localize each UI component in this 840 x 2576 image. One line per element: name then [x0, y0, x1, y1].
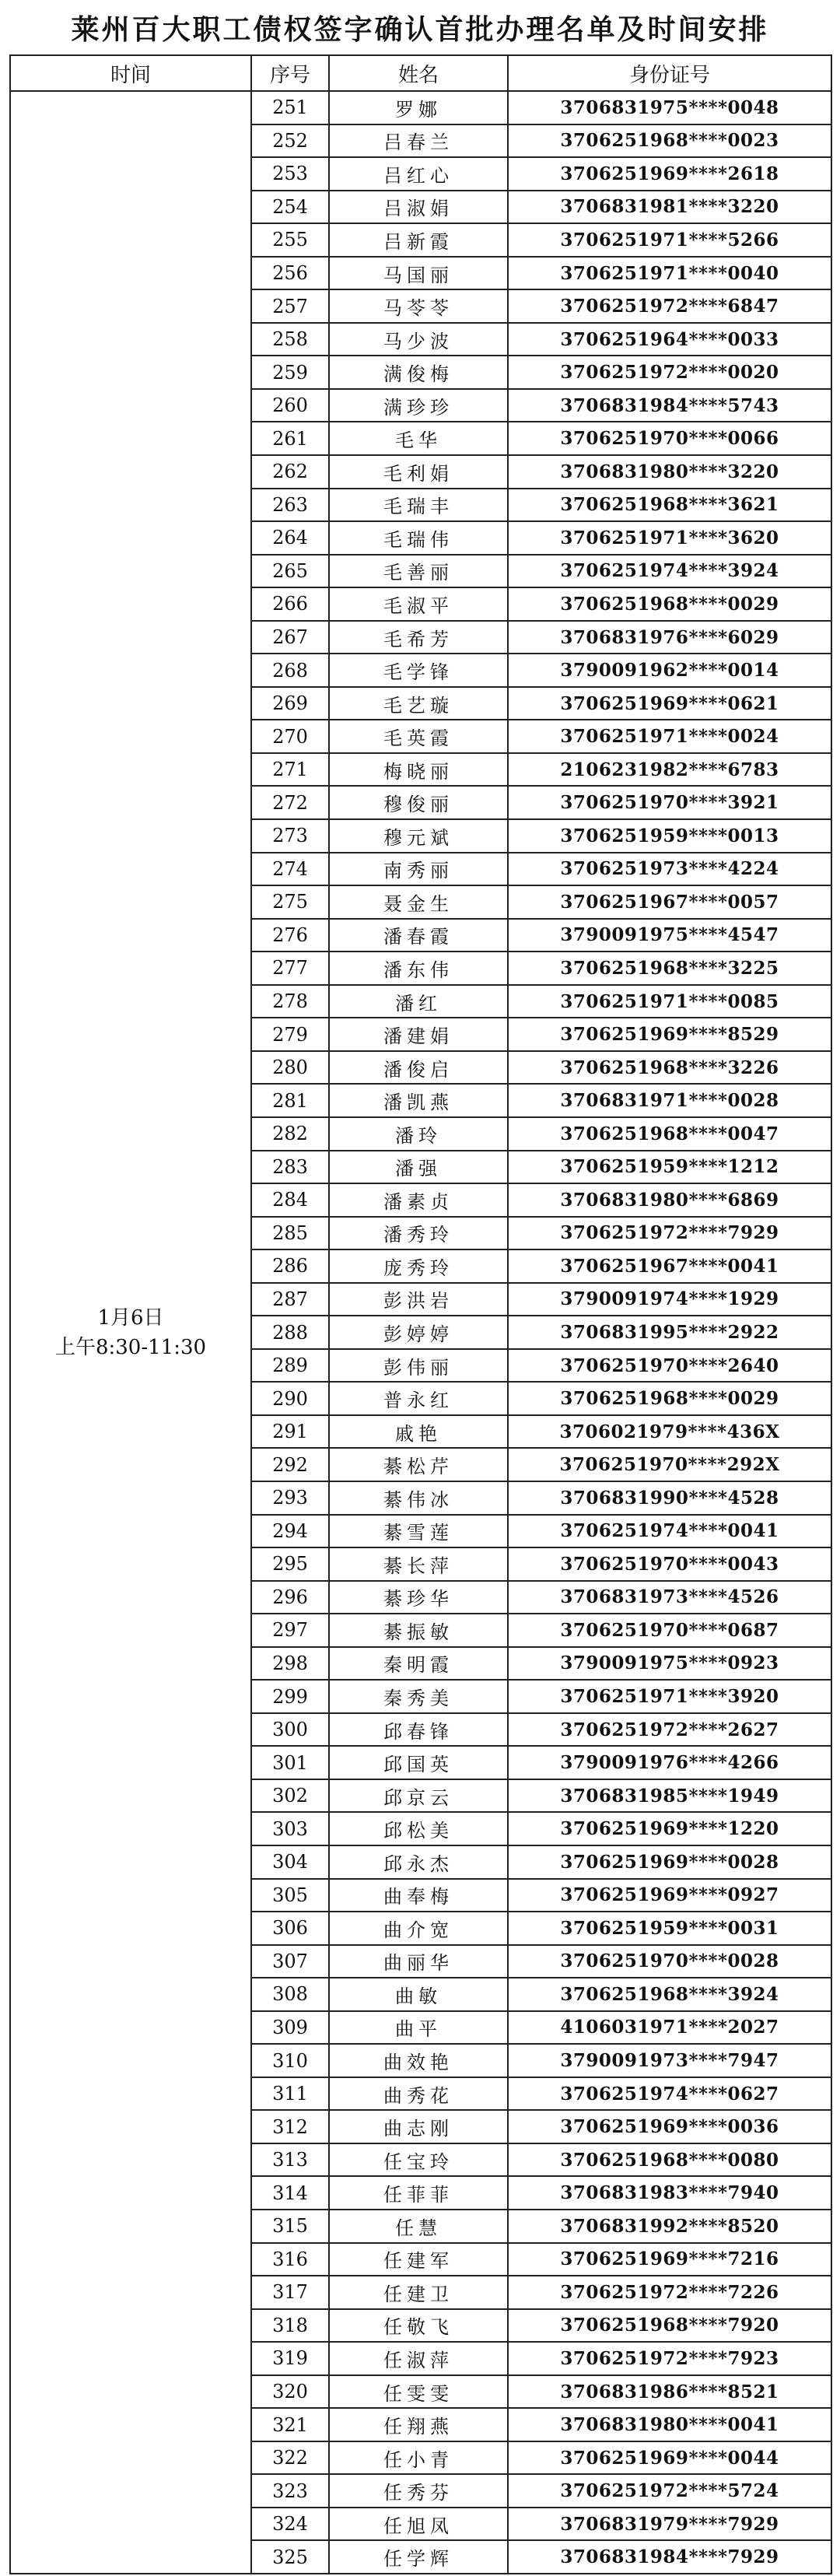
name-cell: 马国丽: [329, 257, 508, 290]
name-cell: 毛学锋: [329, 654, 508, 687]
name-cell: 潘凯燕: [329, 1084, 508, 1117]
name-cell: 毛瑞丰: [329, 489, 508, 522]
id-cell: 3706251974****3924: [508, 555, 831, 588]
id-cell: 3706831971****0028: [508, 1084, 831, 1117]
id-cell: 3706251959****0031: [508, 1912, 831, 1945]
id-cell: 3706251968****0029: [508, 587, 831, 621]
id-cell: 3706251964****0033: [508, 323, 831, 356]
name-cell: 毛希芳: [329, 621, 508, 654]
name-cell: 毛华: [329, 422, 508, 455]
seq-cell: 256: [251, 257, 329, 290]
name-cell: 吕红心: [329, 157, 508, 191]
name-cell: 邱永杰: [329, 1845, 508, 1879]
name-cell: 穆元斌: [329, 819, 508, 853]
id-cell: 3706251969****7216: [508, 2243, 831, 2276]
seq-cell: 291: [251, 1415, 329, 1449]
id-cell: 3790091962****0014: [508, 654, 831, 687]
seq-cell: 306: [251, 1912, 329, 1945]
seq-cell: 271: [251, 753, 329, 787]
name-cell: 满俊梅: [329, 356, 508, 389]
id-cell: 3706831980****0041: [508, 2408, 831, 2441]
name-cell: 綦长萍: [329, 1547, 508, 1581]
seq-cell: 290: [251, 1382, 329, 1415]
id-cell: 3790091975****0923: [508, 1647, 831, 1681]
name-cell: 毛英霞: [329, 720, 508, 753]
id-cell: 3706251967****0041: [508, 1249, 831, 1283]
name-cell: 彭伟丽: [329, 1349, 508, 1383]
name-cell: 任小青: [329, 2441, 508, 2475]
name-cell: 潘强: [329, 1151, 508, 1184]
name-cell: 綦雪莲: [329, 1515, 508, 1548]
seq-cell: 253: [251, 157, 329, 191]
session-period: 上午8:30-11:30: [54, 1335, 207, 1359]
name-cell: 穆俊丽: [329, 786, 508, 819]
id-cell: 3706831984****5743: [508, 389, 831, 422]
header-time: 时间: [10, 55, 251, 91]
seq-cell: 313: [251, 2143, 329, 2177]
name-cell: 满珍珍: [329, 389, 508, 422]
id-cell: 3706251968****3226: [508, 1051, 831, 1085]
name-cell: 秦秀美: [329, 1680, 508, 1713]
id-cell: 3706251969****0927: [508, 1879, 831, 1912]
name-cell: 任淑萍: [329, 2342, 508, 2375]
seq-cell: 320: [251, 2375, 329, 2409]
id-cell: 3706251968****0029: [508, 1382, 831, 1415]
seq-cell: 258: [251, 323, 329, 356]
seq-cell: 310: [251, 2044, 329, 2077]
name-cell: 秦明霞: [329, 1647, 508, 1681]
seq-cell: 316: [251, 2243, 329, 2276]
name-cell: 普永红: [329, 1382, 508, 1415]
seq-cell: 268: [251, 654, 329, 687]
seq-cell: 309: [251, 2011, 329, 2045]
name-cell: 彭洪岩: [329, 1283, 508, 1316]
seq-cell: 303: [251, 1812, 329, 1845]
seq-cell: 301: [251, 1746, 329, 1779]
seq-cell: 305: [251, 1879, 329, 1912]
id-cell: 3706251973****4224: [508, 853, 831, 886]
name-cell: 潘红: [329, 985, 508, 1018]
name-cell: 吕春兰: [329, 124, 508, 158]
name-cell: 邱国英: [329, 1746, 508, 1779]
id-cell: 3706251969****8529: [508, 1018, 831, 1051]
seq-cell: 261: [251, 422, 329, 455]
name-cell: 曲秀花: [329, 2077, 508, 2111]
seq-cell: 302: [251, 1779, 329, 1813]
id-cell: 3706251972****6847: [508, 289, 831, 323]
session-time-cell: [10, 91, 251, 2574]
id-cell: 3706251968****0047: [508, 1117, 831, 1151]
page-title: 莱州百大职工债权签字确认首批办理名单及时间安排: [71, 12, 769, 46]
seq-cell: 311: [251, 2077, 329, 2111]
seq-cell: 300: [251, 1713, 329, 1747]
seq-cell: 323: [251, 2474, 329, 2508]
seq-cell: 299: [251, 1680, 329, 1713]
id-cell: 3706251969****0621: [508, 687, 831, 720]
id-cell: 3706831992****8520: [508, 2210, 831, 2243]
seq-cell: 276: [251, 919, 329, 952]
id-cell: 3706251974****0627: [508, 2077, 831, 2111]
id-cell: 3706831984****7929: [508, 2540, 831, 2574]
name-cell: 曲敏: [329, 1978, 508, 2011]
seq-cell: 319: [251, 2342, 329, 2375]
name-cell: 任旭凤: [329, 2508, 508, 2541]
name-cell: 曲志刚: [329, 2110, 508, 2143]
seq-cell: 287: [251, 1283, 329, 1316]
id-cell: 3706251968****3621: [508, 489, 831, 522]
id-cell: 3706251968****7920: [508, 2309, 831, 2343]
name-cell: 马苓苓: [329, 289, 508, 323]
id-cell: 3706831979****7929: [508, 2508, 831, 2541]
id-cell: 3706251968****0023: [508, 124, 831, 158]
seq-cell: 294: [251, 1515, 329, 1548]
name-cell: 綦伟冰: [329, 1481, 508, 1515]
seq-cell: 266: [251, 587, 329, 621]
seq-cell: 252: [251, 124, 329, 158]
seq-cell: 283: [251, 1151, 329, 1184]
id-cell: 3706831980****6869: [508, 1183, 831, 1217]
seq-cell: 304: [251, 1845, 329, 1879]
seq-cell: 267: [251, 621, 329, 654]
id-cell: 3706251970****0043: [508, 1547, 831, 1581]
id-cell: 3706251972****7929: [508, 1217, 831, 1250]
seq-cell: 272: [251, 786, 329, 819]
name-cell: 任敬飞: [329, 2309, 508, 2343]
seq-cell: 280: [251, 1051, 329, 1085]
seq-cell: 282: [251, 1117, 329, 1151]
name-cell: 任学辉: [329, 2540, 508, 2574]
id-cell: 3706831973****4526: [508, 1581, 831, 1614]
seq-cell: 251: [251, 91, 329, 124]
seq-cell: 286: [251, 1249, 329, 1283]
seq-cell: 292: [251, 1448, 329, 1481]
seq-cell: 296: [251, 1581, 329, 1614]
id-cell: 3706251972****0020: [508, 356, 831, 389]
seq-cell: 274: [251, 853, 329, 886]
seq-cell: 275: [251, 885, 329, 919]
id-cell: 3790091976****4266: [508, 1746, 831, 1779]
id-cell: 2106231982****6783: [508, 753, 831, 787]
id-cell: 3706251969****1220: [508, 1812, 831, 1845]
id-cell: 3706251959****0013: [508, 819, 831, 853]
name-cell: 戚艳: [329, 1415, 508, 1449]
name-cell: 毛善丽: [329, 555, 508, 588]
id-cell: 3706251967****0057: [508, 885, 831, 919]
id-cell: 3706251968****3225: [508, 952, 831, 985]
id-cell: 3706251969****0036: [508, 2110, 831, 2143]
seq-cell: 262: [251, 455, 329, 489]
name-cell: 綦振敏: [329, 1614, 508, 1647]
seq-cell: 324: [251, 2508, 329, 2541]
name-cell: 任建卫: [329, 2276, 508, 2309]
id-cell: 3706831985****1949: [508, 1779, 831, 1813]
seq-cell: 289: [251, 1349, 329, 1383]
seq-cell: 259: [251, 356, 329, 389]
id-cell: 3706251971****0040: [508, 257, 831, 290]
name-cell: 曲丽华: [329, 1945, 508, 1978]
seq-cell: 307: [251, 1945, 329, 1978]
seq-cell: 312: [251, 2110, 329, 2143]
seq-cell: 288: [251, 1316, 329, 1349]
session-date: 1月6日: [97, 1306, 164, 1330]
name-cell: 毛淑平: [329, 587, 508, 621]
name-cell: 南秀丽: [329, 853, 508, 886]
id-cell: 3706831990****4528: [508, 1481, 831, 1515]
name-cell: 彭婷婷: [329, 1316, 508, 1349]
id-cell: 3706251970****2640: [508, 1349, 831, 1383]
seq-cell: 285: [251, 1217, 329, 1250]
seq-cell: 325: [251, 2540, 329, 2574]
name-cell: 邱春锋: [329, 1713, 508, 1747]
name-cell: 任建军: [329, 2243, 508, 2276]
id-cell: 3706251971****0024: [508, 720, 831, 753]
seq-cell: 293: [251, 1481, 329, 1515]
header-id: 身份证号: [508, 55, 831, 91]
name-cell: 毛瑞伟: [329, 521, 508, 555]
seq-cell: 315: [251, 2210, 329, 2243]
name-cell: 任秀芬: [329, 2474, 508, 2508]
name-cell: 庞秀玲: [329, 1249, 508, 1283]
name-cell: 任翔燕: [329, 2408, 508, 2441]
id-cell: 3706251971****5266: [508, 223, 831, 257]
id-cell: 3706251970****0028: [508, 1945, 831, 1978]
seq-cell: 277: [251, 952, 329, 985]
name-cell: 綦珍华: [329, 1581, 508, 1614]
id-cell: 3706251970****0687: [508, 1614, 831, 1647]
seq-cell: 269: [251, 687, 329, 720]
id-cell: 3706251972****7923: [508, 2342, 831, 2375]
id-cell: 3706251972****5724: [508, 2474, 831, 2508]
seq-cell: 255: [251, 223, 329, 257]
seq-cell: 321: [251, 2408, 329, 2441]
name-cell: 任雯雯: [329, 2375, 508, 2409]
id-cell: 3790091975****4547: [508, 919, 831, 952]
name-cell: 马少波: [329, 323, 508, 356]
name-cell: 潘素贞: [329, 1183, 508, 1217]
name-cell: 曲效艳: [329, 2044, 508, 2077]
seq-cell: 317: [251, 2276, 329, 2309]
table-body: [10, 91, 831, 2574]
id-cell: 3706251970****292X: [508, 1448, 831, 1481]
id-cell: 3706251968****3924: [508, 1978, 831, 2011]
name-cell: 潘东伟: [329, 952, 508, 985]
registration-table: [9, 54, 832, 2574]
seq-cell: 308: [251, 1978, 329, 2011]
id-cell: 3706831975****0048: [508, 91, 831, 124]
id-cell: 3706251969****0044: [508, 2441, 831, 2475]
name-cell: 曲奉梅: [329, 1879, 508, 1912]
name-cell: 曲平: [329, 2011, 508, 2045]
seq-cell: 254: [251, 191, 329, 224]
name-cell: 潘俊启: [329, 1051, 508, 1085]
table-header-row: [10, 55, 831, 91]
id-cell: 3790091974****1929: [508, 1283, 831, 1316]
id-cell: 3706251971****3620: [508, 521, 831, 555]
seq-cell: 281: [251, 1084, 329, 1117]
seq-cell: 278: [251, 985, 329, 1018]
seq-cell: 318: [251, 2309, 329, 2343]
seq-cell: 265: [251, 555, 329, 588]
name-cell: 潘秀玲: [329, 1217, 508, 1250]
header-seq: 序号: [251, 55, 329, 91]
name-cell: 任慧: [329, 2210, 508, 2243]
seq-cell: 273: [251, 819, 329, 853]
name-cell: 毛利娟: [329, 455, 508, 489]
name-cell: 潘建娟: [329, 1018, 508, 1051]
id-cell: 3706251970****3921: [508, 786, 831, 819]
name-cell: 邱松美: [329, 1812, 508, 1845]
seq-cell: 284: [251, 1183, 329, 1217]
name-cell: 吕新霞: [329, 223, 508, 257]
id-cell: 3706251969****0028: [508, 1845, 831, 1879]
seq-cell: 260: [251, 389, 329, 422]
name-cell: 潘春霞: [329, 919, 508, 952]
seq-cell: 257: [251, 289, 329, 323]
id-cell: 3706251972****7226: [508, 2276, 831, 2309]
name-cell: 綦松芹: [329, 1448, 508, 1481]
name-cell: 潘玲: [329, 1117, 508, 1151]
seq-cell: 314: [251, 2176, 329, 2210]
seq-cell: 270: [251, 720, 329, 753]
seq-cell: 297: [251, 1614, 329, 1647]
id-cell: 3706251968****0080: [508, 2143, 831, 2177]
id-cell: 3706831986****8521: [508, 2375, 831, 2409]
name-cell: 吕淑娟: [329, 191, 508, 224]
id-cell: 3706251959****1212: [508, 1151, 831, 1184]
name-cell: 聂金生: [329, 885, 508, 919]
seq-cell: 263: [251, 489, 329, 522]
seq-cell: 322: [251, 2441, 329, 2475]
id-cell: 3706251972****2627: [508, 1713, 831, 1747]
id-cell: 3706831995****2922: [508, 1316, 831, 1349]
header-name: 姓名: [329, 55, 508, 91]
name-cell: 梅晓丽: [329, 753, 508, 787]
name-cell: 任宝玲: [329, 2143, 508, 2177]
name-cell: 任菲菲: [329, 2176, 508, 2210]
name-cell: 罗娜: [329, 91, 508, 124]
name-cell: 邱京云: [329, 1779, 508, 1813]
id-cell: 3706831976****6029: [508, 621, 831, 654]
id-cell: 3706831983****7940: [508, 2176, 831, 2210]
id-cell: 3706831981****3220: [508, 191, 831, 224]
id-cell: 3706021979****436X: [508, 1415, 831, 1449]
id-cell: 3706251974****0041: [508, 1515, 831, 1548]
id-cell: 3706251971****3920: [508, 1680, 831, 1713]
id-cell: 3706251969****2618: [508, 157, 831, 191]
id-cell: 3790091973****7947: [508, 2044, 831, 2077]
seq-cell: 279: [251, 1018, 329, 1051]
id-cell: 4106031971****2027: [508, 2011, 831, 2045]
id-cell: 3706251970****0066: [508, 422, 831, 455]
name-cell: 曲介宽: [329, 1912, 508, 1945]
id-cell: 3706831980****3220: [508, 455, 831, 489]
name-cell: 毛艺璇: [329, 687, 508, 720]
id-cell: 3706251971****0085: [508, 985, 831, 1018]
seq-cell: 295: [251, 1547, 329, 1581]
seq-cell: 298: [251, 1647, 329, 1681]
seq-cell: 264: [251, 521, 329, 555]
table-row: [10, 91, 831, 124]
